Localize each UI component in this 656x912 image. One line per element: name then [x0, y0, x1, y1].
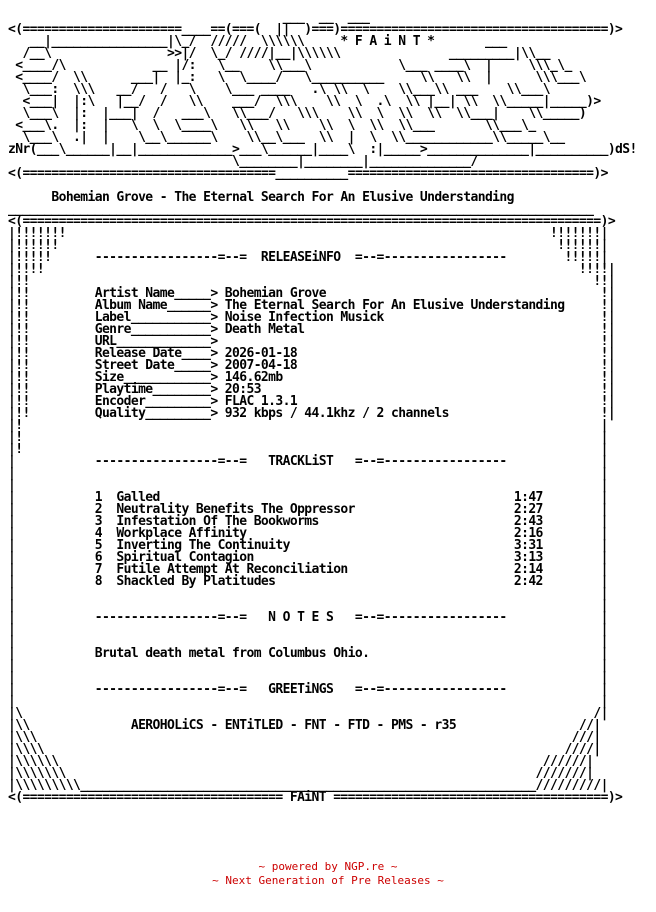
footer	[0, 860, 656, 888]
nfo-ascii-document: ___ __ ___ <(======================____==(===( || )===)=====================================)> __|________________|\_/ ///// \\\\\\ * F A i N T * ___ /__\ >>|/ \_/ ////|__|\\\\\\ _________|\\__ <____/\ __ |/: \__ \\___\ \___ ____\ | \\\_\_ <____/ \\ ___| |_: \ \____/ \__________ \\ \\ | \\\___\ \___: \\\ __/ / \ \___ ____ .\ \\ \ \\___\\ ___ \\___\ <___| |:\ |__/ / \\ ___/ \\\ \\ \ .\ \\ |__| \\ \\_____|_____)> \___\ |: |___| / ___\ \\___/ \\\ \\ \ \\ \\ \\___| \\_____) <___\. |: | \ \ \____\ \\ \\ \\ \ \\ \\___ \\___\_ \___\ .| | \__\______\ \\__\___ \\ | \ \\____________\\_____\__ zNr(___\______|__|_____________>___\______|____\ :|_____>______________|__________)dS! \________|________|______________/ <(===================================__________==================================)> Bohemian Grove - The Eternal Search For An Elusive Understanding _________________________________________________________________________________ <(================================================================================)> |!!!!!!! !!!!!!!| |!!!!!! !!!!!!| |!!!!! -----------------=--= RELEASEiNFO =--=----------------- !!!!!| |!!!! !!!!| |!! !!| |!! Artist Name_____> Bohemian Grove !| |!! Album Name______> The Eternal Search For An Elusive Understanding !| |!! Label___________> Noise Infection Musick !| |!! Genre___________> Death Metal !| |!! URL_____________> !| |!! Release Date____> 2026-01-18 !| |!! Street Date_____> 2007-04-18 !| |!! Size____________> 146.62mb !| |!! Playtime________> 20:53 !| |!! Encoder_________> FLAC 1.3.1 !| |!! Quality_________> 932 kbps / 44.1khz / 2 channels !| |! | |! | |! | | -----------------=--= TRACKLiST =--=----------------- | | | | | | 1 Galled 1:47 | | 2 Neutrality Benefits The Oppressor 2:27 | | 3 Infestation Of The Bookworms 2:43 | | 4 Workplace Affinity 2:16 | | 5 Inverting The Continuity 3:31 | | 6 Spiritual Contagion 3:13 | | 7 Futile Attempt At Reconciliation 2:14 | | 8 Shackled By Platitudes 2:42 | | | | | | -----------------=--= N O T E S =--=----------------- | | | | | | Brutal death metal from Columbus Ohio. | | | | | | -----------------=--= GREETiNGS =--=----------------- | | | |\ /| |\\ AEROHOLiCS - ENTiTLED - FNT - FTD - PMS - r35 //| |\\\ ///| |\\\\ ////| |\\\\\\ //////| |\\\\\\\ ///////| |\\\\\\\\\_______________________________________________________________/////////| <(==================================== FAiNT ======================================)>	[8, 10, 637, 805]
footer-powered-by: ~ powered by NGP.re ~	[258, 860, 398, 873]
footer-tagline: ~ Next Generation of Pre Releases ~	[212, 874, 444, 887]
